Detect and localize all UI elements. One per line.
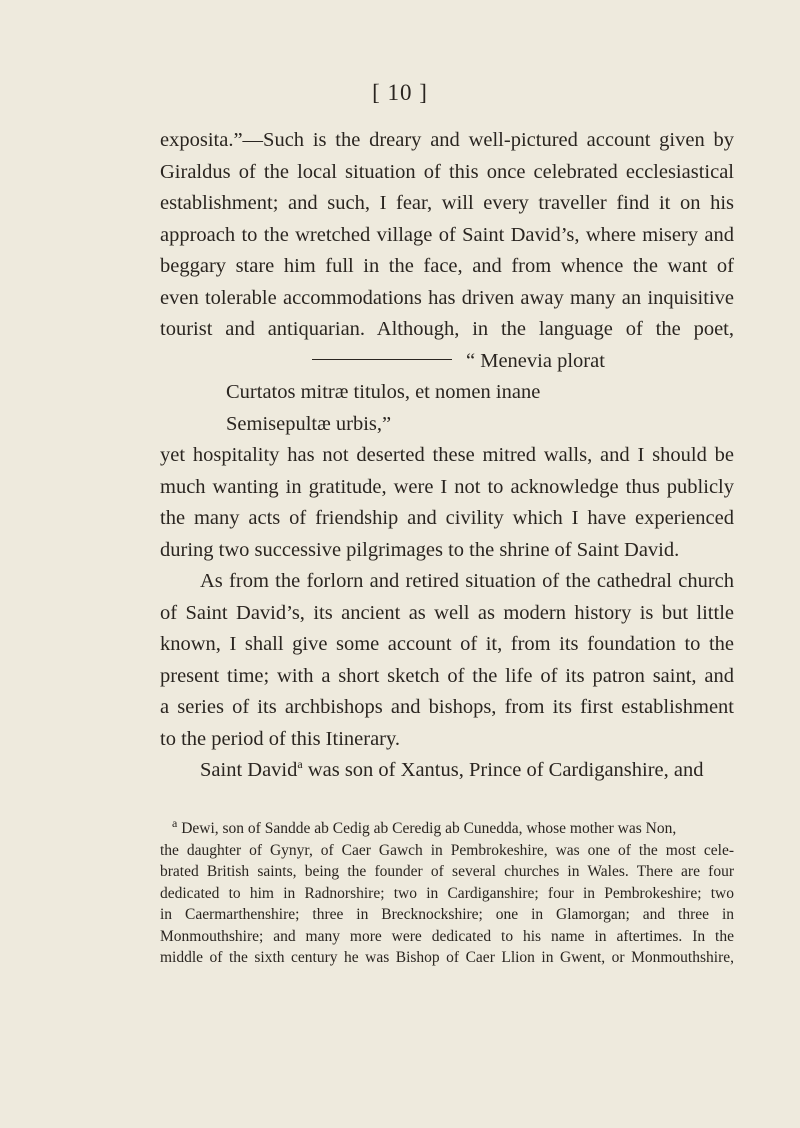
footnote-marker: a (172, 815, 178, 830)
text-fragment: was son of Xantus, Prince of Cardiganshire, and (302, 759, 704, 781)
footnote-line: brated British saints, being the founder of several churches in Wales. There are four (160, 863, 734, 880)
text-line: establishment; and such, I fear, will every traveller find it on his (160, 192, 734, 214)
quote-dash (312, 359, 452, 360)
text-line: even tolerable accommodations has driven away many an inquisitive (160, 286, 734, 309)
text-line: much wanting in gratitude, were I not to acknowledge thus publicly (160, 475, 734, 498)
footnote-line: the daughter of Gynyr, of Caer Gawch in Pembrokeshire, was one of the most cele- (160, 841, 734, 859)
footnote-text: Dewi, son of Sandde ab Cedig ab Ceredig ab Cunedda, whose mother was Non, (177, 820, 677, 837)
text-line: beggary stare him full in the face, and from whence the want of (160, 255, 734, 277)
text-line: during two successive pilgrimages to the shrine of Saint David. (160, 538, 680, 561)
text-line: the many acts of friendship and civility which I have experienced (160, 507, 734, 529)
footnote-line: Monmouthshire; and many more were dedicated to his name in aftertimes. In the (160, 927, 734, 945)
text-line: known, I shall give some account of it, from its foundation to the (160, 633, 734, 655)
text-line: present time; with a short sketch of the life of its patron saint, and (160, 664, 734, 687)
quote-line-3: Semisepultæ urbis,” (226, 412, 392, 435)
text-line: of Saint David’s, its ancient as well as modern history is but little (160, 601, 734, 624)
footnote-line: in Caermarthenshire; three in Brecknockshire; one in Glamorgan; and three in (160, 906, 734, 923)
text-line: exposita.”—Such is the dreary and well-pictured account given by (160, 129, 734, 151)
text-line: tourist and antiquarian. Although, in the language of the poet, (160, 318, 734, 340)
main-text (160, 125, 734, 787)
footnote (160, 815, 734, 969)
quote-line (160, 346, 734, 378)
footnote-line: dedicated to him in Radnorshire; two in Cardiganshire; four in Pembrokeshire; two (160, 884, 734, 902)
text-line: Giraldus of the local situation of this once celebrated ecclesiastical (160, 160, 734, 183)
footnote-line: middle of the sixth century he was Bishop of Caer Llion in Gwent, or Monmouthshire, (160, 949, 734, 966)
quote-line-1: “ Menevia plorat (466, 349, 605, 372)
text-line: a series of its archbishops and bishops, from its first establishment (160, 696, 734, 718)
text-line: to the period of this Itinerary. (160, 727, 401, 750)
footnote-marker: a (297, 757, 303, 772)
text-line: As from the forlorn and retired situation of the cathedral church (200, 570, 734, 592)
page-number: [ 10 ] (372, 80, 428, 105)
footnote-line (160, 815, 734, 840)
quote-line-2: Curtatos mitræ titulos, et nomen inane (226, 381, 541, 403)
text-line: yet hospitality has not deserted these mitred walls, and I should be (160, 444, 734, 466)
text-fragment: Saint David (200, 759, 298, 781)
text-line (160, 755, 734, 787)
text-line: approach to the wretched village of Saint David’s, where misery and (160, 223, 734, 246)
